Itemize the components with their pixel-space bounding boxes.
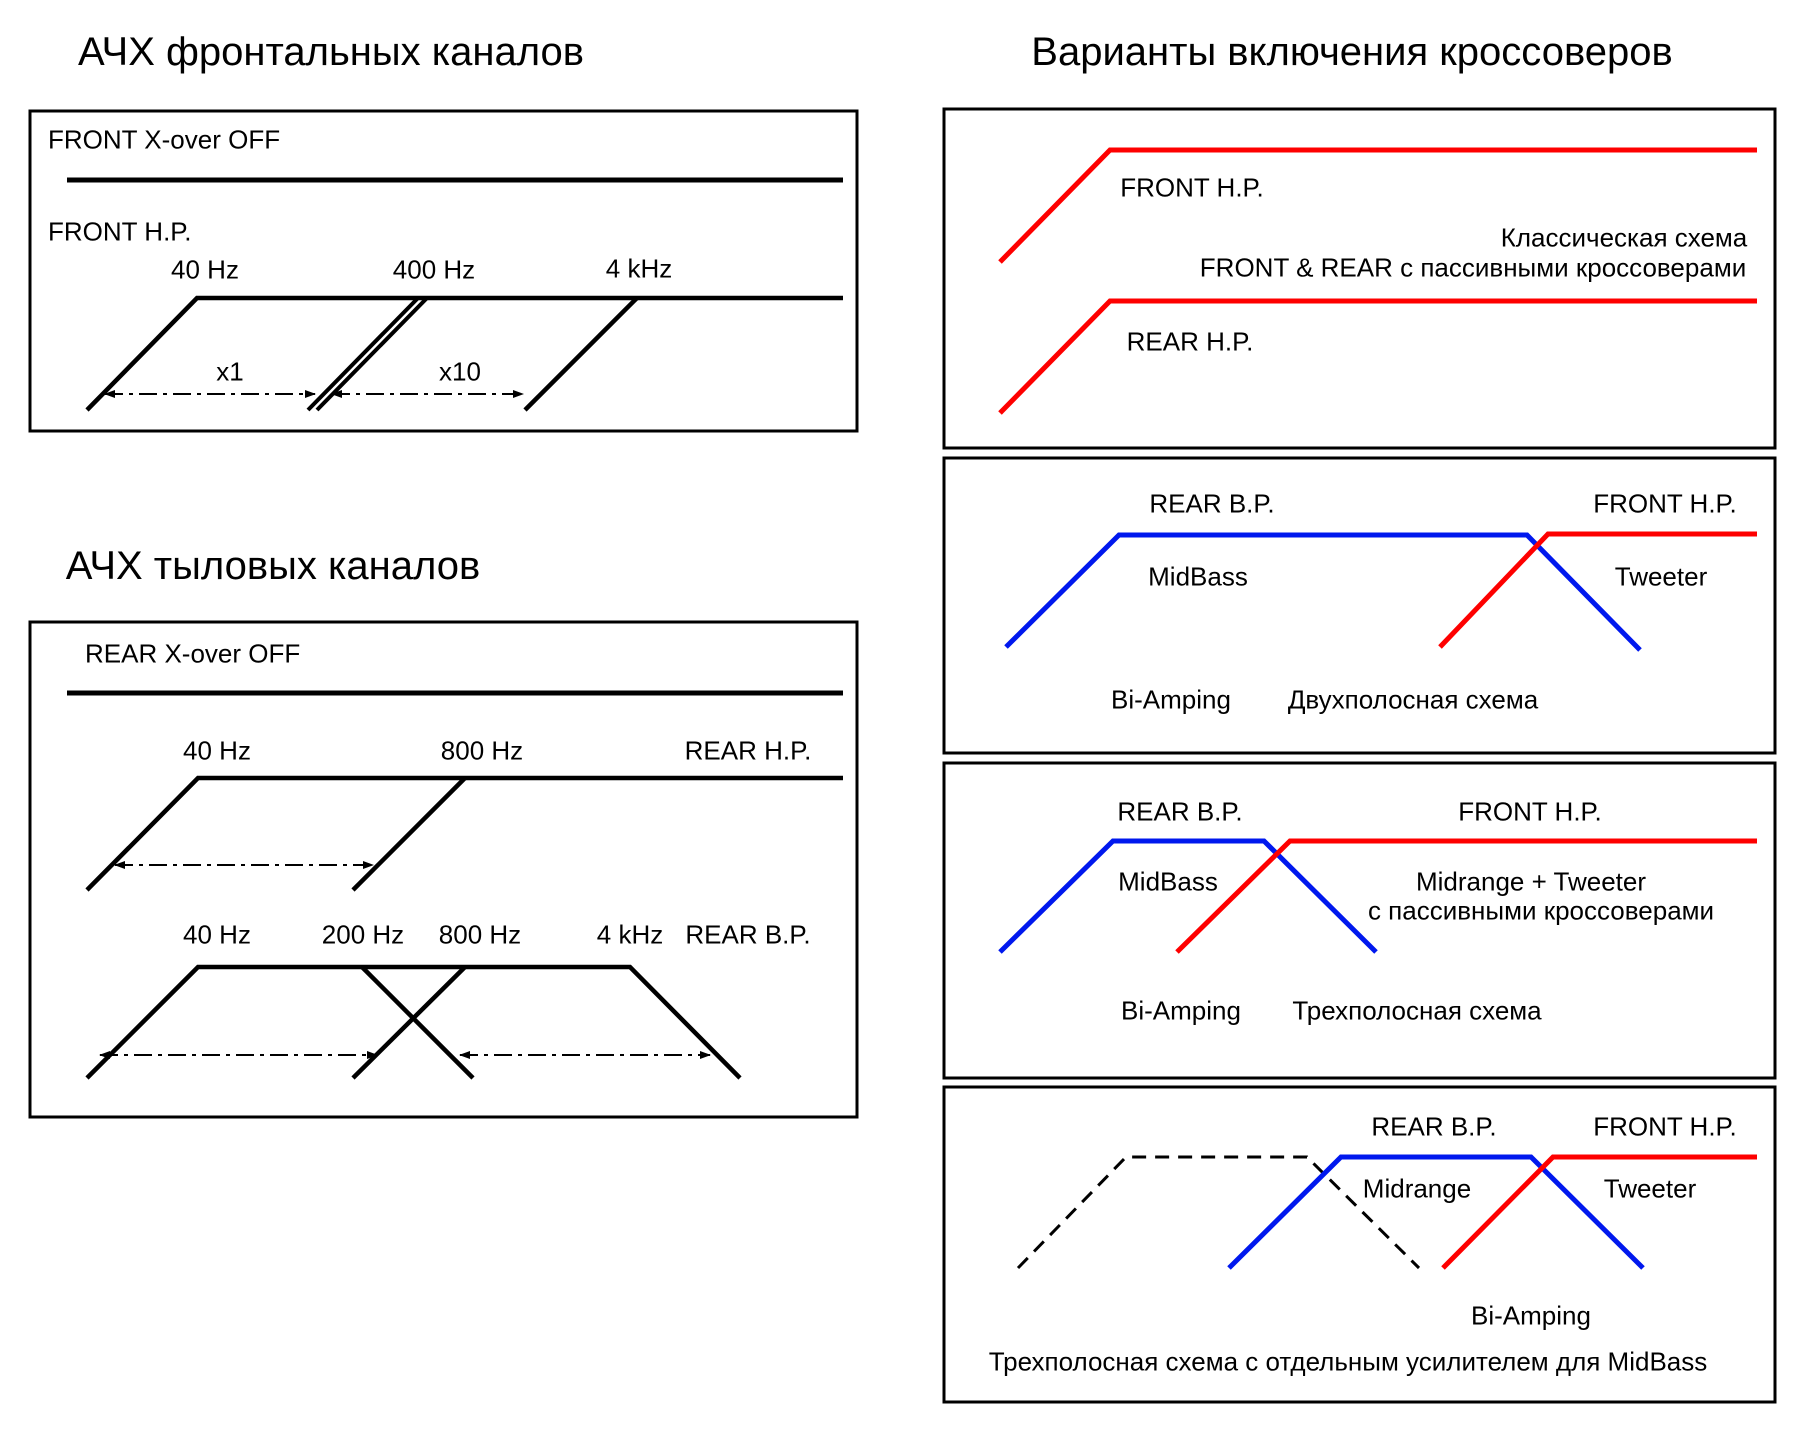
rear-hp-label: REAR H.P. bbox=[684, 735, 812, 766]
two-way-front-hp-curve bbox=[1440, 534, 1757, 647]
rear-bp-curve bbox=[87, 967, 740, 1078]
rear-bp-freq-4khz: 4 kHz bbox=[596, 919, 664, 950]
rear-bp-freq-40hz: 40 Hz bbox=[183, 919, 251, 950]
front-xover-off-label: FRONT X-over OFF bbox=[48, 124, 281, 155]
front-freq-4khz: 4 kHz bbox=[605, 253, 673, 284]
classic-rear-hp-label: REAR H.P. bbox=[1126, 326, 1254, 357]
two-way-biamping-label: Bi-Amping bbox=[1111, 684, 1231, 715]
classic-caption-line2: FRONT & REAR с пассивными кроссоверами bbox=[1199, 252, 1747, 283]
rear-box-frame bbox=[30, 622, 857, 1117]
two-way-caption: Двухполосная схема bbox=[1287, 684, 1539, 715]
two-way-rear-bp-label: REAR B.P. bbox=[1149, 488, 1275, 519]
rear-bp-slope-200-down bbox=[362, 967, 473, 1078]
two-way-midbass-label: MidBass bbox=[1148, 561, 1248, 592]
three-way-midbass-label: MidBass bbox=[1118, 866, 1218, 897]
front-mult-x1: x1 bbox=[216, 356, 244, 387]
rear-channels-title: АЧХ тыловых каналов bbox=[65, 544, 481, 588]
rear-bp-slope-800-up bbox=[353, 967, 465, 1078]
two-way-tweeter-label: Tweeter bbox=[1614, 561, 1708, 592]
biamp-front-hp-label: FRONT H.P. bbox=[1593, 1111, 1737, 1142]
classic-front-hp-label: FRONT H.P. bbox=[1120, 172, 1264, 203]
classic-rear-hp-curve bbox=[1000, 301, 1757, 413]
front-mult-x10: x10 bbox=[439, 356, 481, 387]
biamp-tweeter-label: Tweeter bbox=[1603, 1173, 1697, 1204]
front-freq-400hz: 400 Hz bbox=[392, 254, 476, 285]
biamp-midrange-label: Midrange bbox=[1362, 1173, 1472, 1204]
front-channels-title: АЧХ фронтальных каналов bbox=[78, 30, 584, 74]
rear-bp-freq-200hz: 200 Hz bbox=[321, 919, 405, 950]
rear-hp-freq-800hz: 800 Hz bbox=[440, 735, 524, 766]
biamp-front-hp-curve bbox=[1443, 1157, 1757, 1268]
rear-hp-curve bbox=[87, 778, 843, 890]
front-hp-slope-4k bbox=[525, 298, 637, 410]
biamp-caption: Трехполосная схема с отдельным усилителем для MidBass bbox=[988, 1346, 1708, 1377]
rear-bp-freq-800hz: 800 Hz bbox=[438, 919, 522, 950]
crossover-options-title: Варианты включения кроссоверов bbox=[1031, 30, 1673, 74]
three-way-front-hp-label: FRONT H.P. bbox=[1458, 796, 1602, 827]
two-way-rear-bp-curve bbox=[1006, 535, 1640, 650]
rear-hp-freq-40hz: 40 Hz bbox=[183, 735, 251, 766]
three-way-caption: Трехполосная схема bbox=[1292, 995, 1542, 1026]
rear-bp-label: REAR B.P. bbox=[685, 919, 811, 950]
three-way-rear-bp-label: REAR B.P. bbox=[1117, 796, 1243, 827]
rear-xover-off-label: REAR X-over OFF bbox=[85, 638, 301, 669]
classic-caption-line1: Классическая схема bbox=[1500, 222, 1748, 253]
rear-hp-slope-800 bbox=[353, 778, 465, 890]
front-freq-40hz: 40 Hz bbox=[171, 254, 239, 285]
three-way-passive-label: с пассивными кроссоверами bbox=[1367, 895, 1715, 926]
three-way-mid-tweeter-label: Midrange + Tweeter bbox=[1415, 866, 1647, 897]
two-way-front-hp-label: FRONT H.P. bbox=[1593, 488, 1737, 519]
biamp-rear-bp-label: REAR B.P. bbox=[1371, 1111, 1497, 1142]
biamp-biamping-label: Bi-Amping bbox=[1471, 1300, 1591, 1331]
three-way-biamping-label: Bi-Amping bbox=[1121, 995, 1241, 1026]
biamp-midbass-dashed-curve bbox=[1018, 1157, 1419, 1268]
front-hp-label: FRONT H.P. bbox=[48, 216, 192, 247]
